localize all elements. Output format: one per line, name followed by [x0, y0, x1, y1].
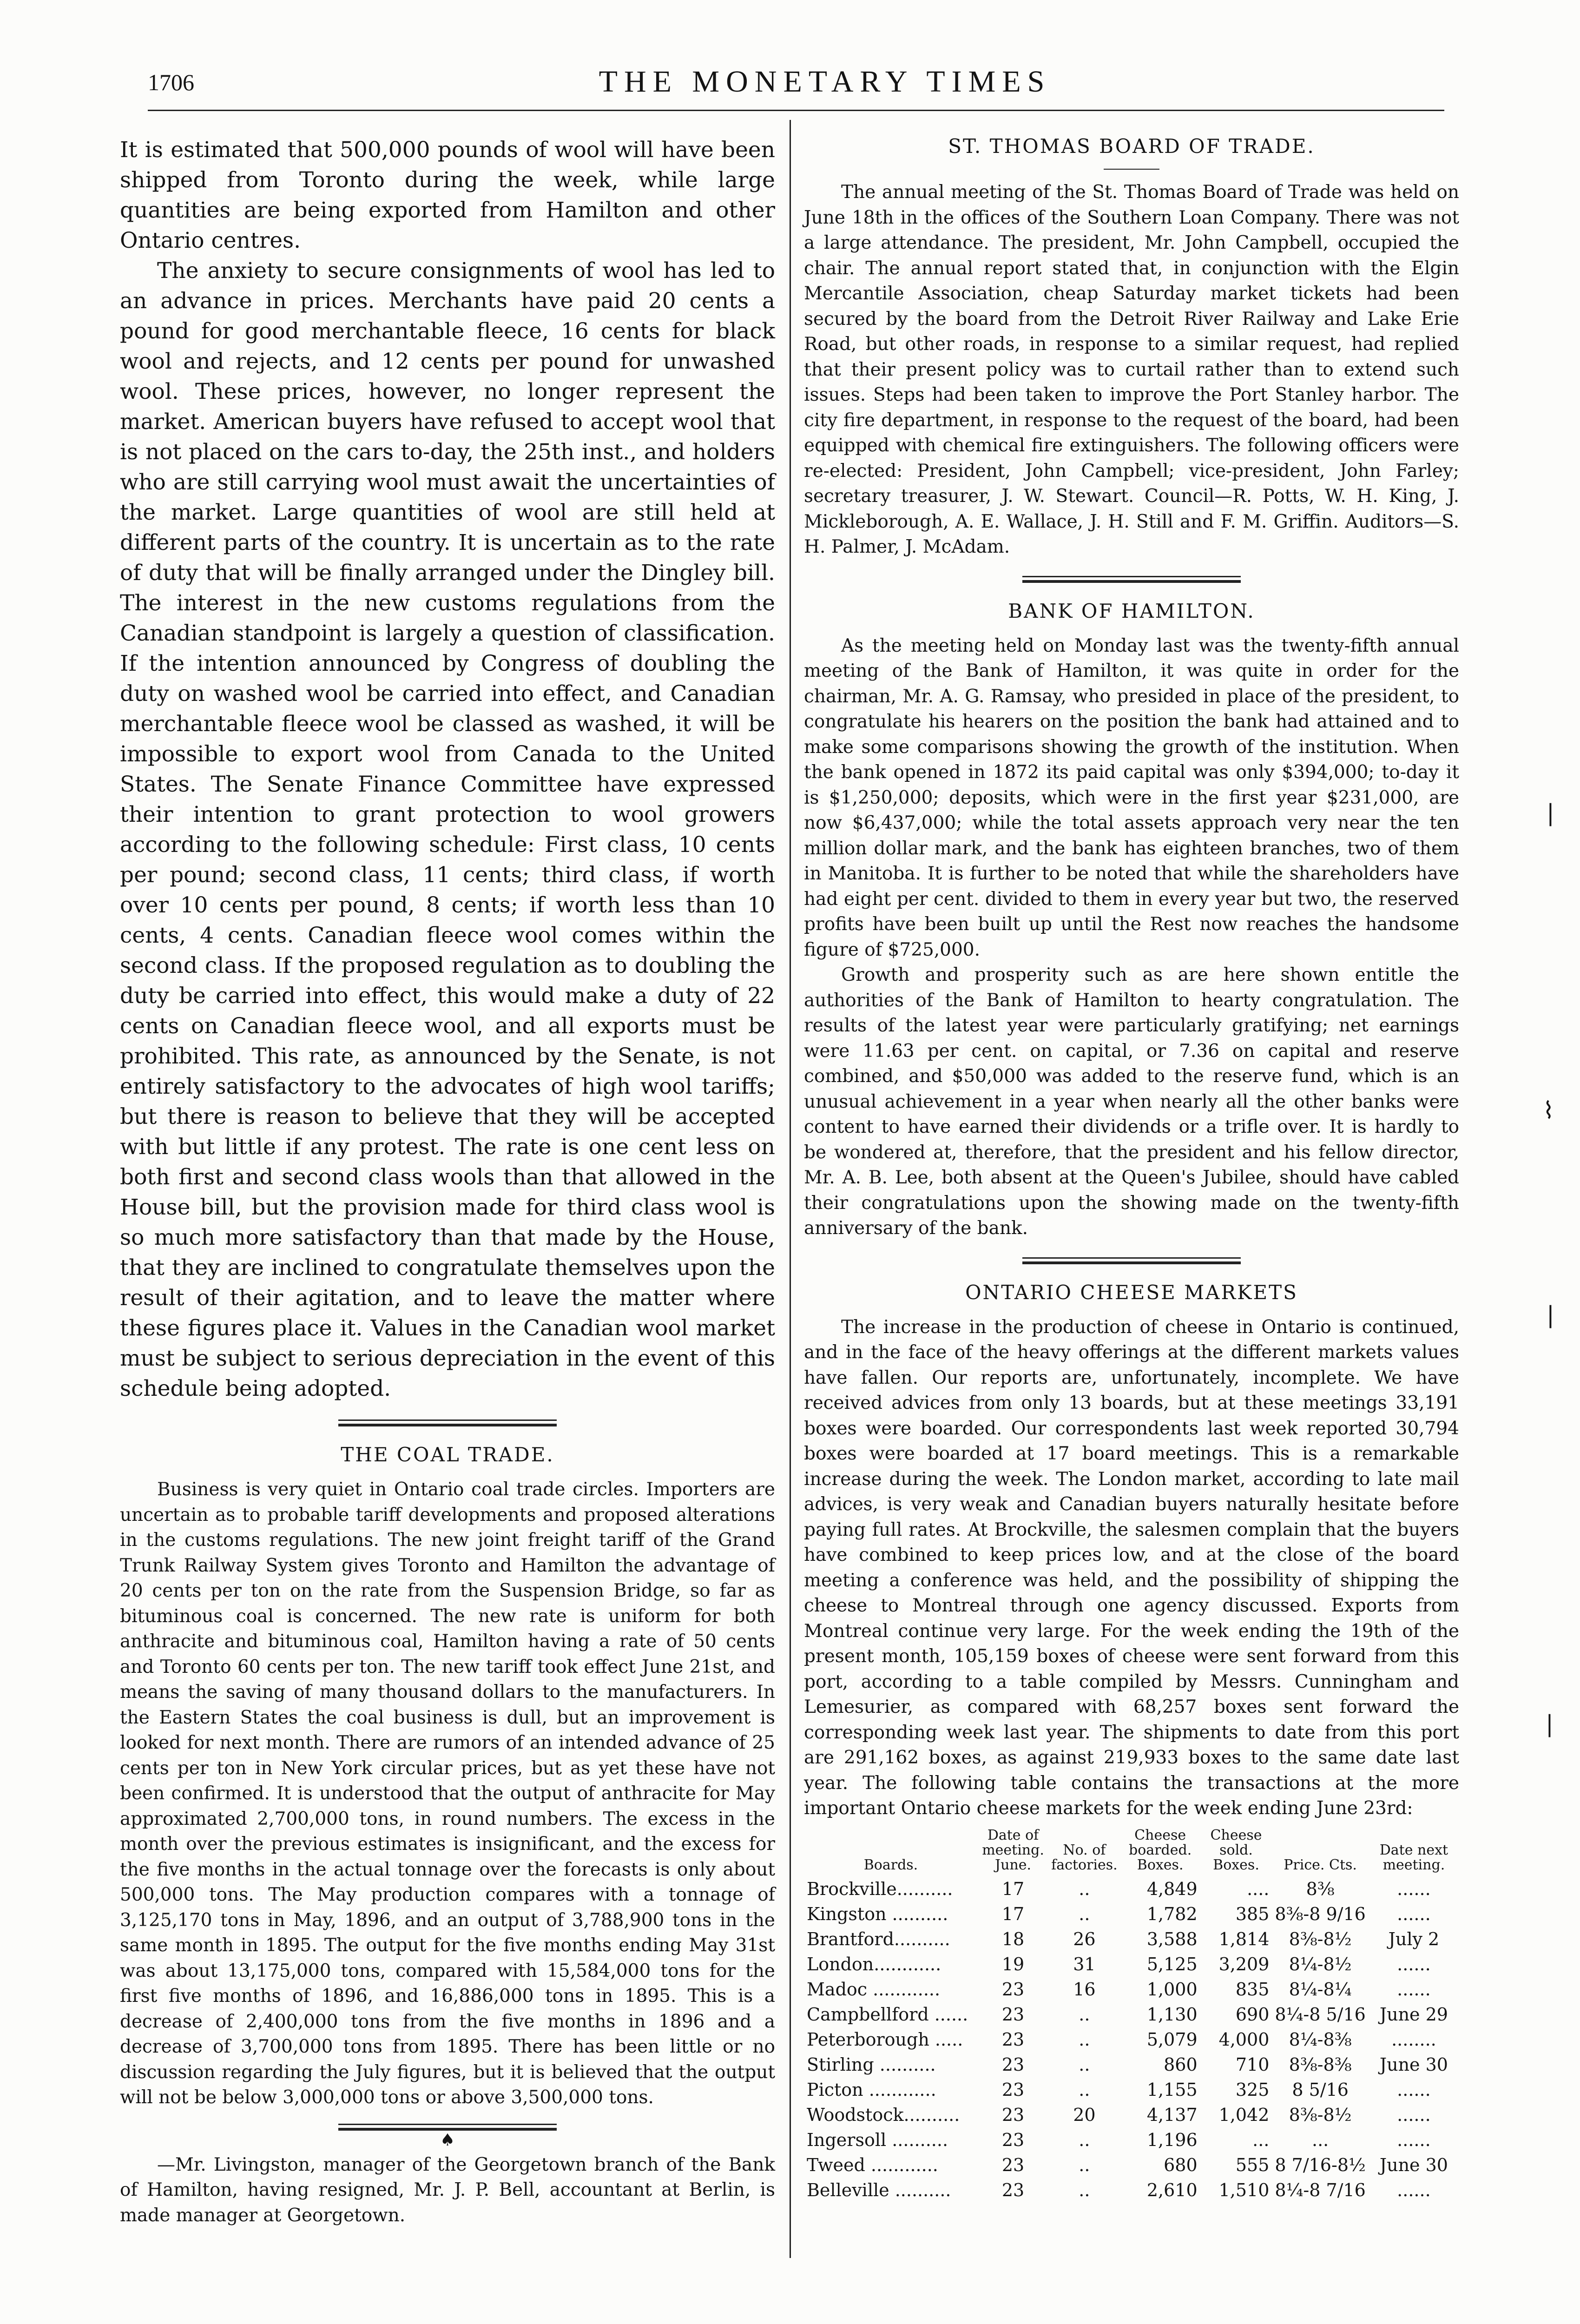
- column-header: Cheese boarded. Boxes.: [1129, 1827, 1192, 1873]
- table-cell: ..: [1079, 2079, 1090, 2100]
- margin-mark: ⌇: [1543, 1097, 1554, 1124]
- table-cell: 23: [1001, 2004, 1025, 2025]
- table-cell: 8⅜: [1306, 1878, 1335, 1899]
- column-header: Cheese sold. Boxes.: [1210, 1827, 1262, 1873]
- st-thomas-heading: ST. THOMAS BOARD OF TRADE.: [948, 135, 1315, 158]
- table-cell: 23: [1001, 2079, 1025, 2100]
- table-cell: ...: [1252, 2129, 1270, 2150]
- table-cell: Peterborough .....: [807, 2029, 963, 2050]
- table-cell: 17: [1001, 1903, 1025, 1924]
- table-cell: June 30: [1379, 2154, 1448, 2175]
- column-header: Date next meeting.: [1379, 1842, 1448, 1873]
- table-cell: 8¼-8 5/16: [1275, 2004, 1366, 2025]
- table-cell: 3,588: [1146, 1928, 1198, 1949]
- table-cell: 1,042: [1218, 2104, 1270, 2125]
- table-row: [804, 2102, 1459, 2127]
- ornament-icon: ♠: [440, 2130, 455, 2150]
- bank-of-hamilton-text: As the meeting held on Monday last was the twenty-fifth annual meeting of the Bank of Hamilton, it was quite in order for the chairman, Mr. A. G. Ramsay, who presided in place of the president, to congratulate his hearers on the position the bank had attained and to make some comparisons showing the growth of the institution. When the bank opened in 1872 its paid capital was only $394,000; to-day it is $1,250,000; deposits, which were in the first year $231,000, are now $6,437,000; while the total assets approach very near the ten million dollar mark, and the bank has eighteen branches, two of them in Manitoba. It is further to be noted that while the shareholders have had eight per cent. divided to them in every year but two, the reserved profits have been built up until the Rest now reaches the handsome figure of $725,000.: [804, 635, 1459, 960]
- table-row: [804, 2178, 1459, 2203]
- table-cell: ..: [1079, 1903, 1090, 1924]
- column-header: Date of meeting. June.: [982, 1827, 1044, 1873]
- table-row: [804, 2052, 1459, 2077]
- margin-mark: |: [1547, 1301, 1554, 1328]
- table-cell: 8 7/16-8½: [1275, 2154, 1366, 2175]
- table-cell: 23: [1001, 2029, 1025, 2050]
- left-column: [120, 135, 775, 2228]
- table-cell: ..: [1079, 2154, 1090, 2175]
- table-cell: 680: [1164, 2154, 1198, 2175]
- table-cell: 23: [1001, 2104, 1025, 2125]
- section-divider: [1022, 1257, 1241, 1264]
- table-cell: 20: [1073, 2104, 1096, 2125]
- table-cell: ..: [1079, 1878, 1090, 1899]
- bank-of-hamilton-heading: BANK OF HAMILTON.: [1008, 599, 1255, 622]
- table-cell: 2,610: [1146, 2179, 1198, 2200]
- bank-of-hamilton-text: Growth and prosperity such as are here shown entitle the authorities of the Bank of Hamilton to hearty congratulation. The results of the latest year were particularly gratifying; net earnings were 11.63 per cent. on capital, or 7.36 on capital and reserve combined, and $50,000 was added to the reserve fund, which is an unusual achievement in a year when nearly all the other banks were content to have earned their dividends or a trifle over. It is hardly to be wondered at, therefore, that the president and his fellow director, Mr. A. B. Lee, both absent at the Queen's Jubilee, should have cabled their congratulations upon the showing made on the twenty-fifth anniversary of the bank.: [804, 964, 1459, 1239]
- margin-mark: |: [1546, 1710, 1554, 1737]
- column-divider: [790, 120, 791, 2258]
- table-cell: Ingersoll ..........: [807, 2129, 948, 2150]
- table-cell: Stirling ..........: [807, 2054, 936, 2075]
- cheese-markets-text: The increase in the production of cheese in Ontario is continued, and in the face of the heavy offerings at the different markets values have fallen. Our reports are, unfortunately, incomplete. We have received advices from only 13 boards, but at these meetings 33,191 boxes were boarded. Our correspondents last week reported 30,794 boxes were boarded at 17 board meetings. This is a remarkable increase during the week. The London market, according to late mail advices, is very weak and Canadian buyers naturally hesitate before paying full rates. At Brockville, the salesmen complain that the buyers have combined to keep prices low, and at the close of the board meeting a conference was held, and the possibility of shipping the cheese to Montreal through one agency discussed. Exports from Montreal continue very large. For the week ending the 19th of the present month, 105,159 boxes of cheese were sent forward from this port, according to a table compiled by Messrs. Cunningham and Lemesurier, as compared with 68,257 boxes sent forward the corresponding week last year. The shipments to date from this port are 291,162 boxes, as against 219,933 boxes to the same date last year. The following table contains the transactions at the more important Ontario cheese markets for the week ending June 23rd:: [804, 1316, 1459, 1819]
- table-cell: 18: [1001, 1928, 1025, 1949]
- table-cell: 23: [1001, 1979, 1025, 2000]
- table-cell: 3,209: [1218, 1954, 1270, 1974]
- table-row: [804, 1876, 1459, 1901]
- st-thomas-text: The annual meeting of the St. Thomas Board of Trade was held on June 18th in the offices of the Southern Loan Company. There was not a large attendance. The president, Mr. John Campbell, occupied the chair. The annual report stated that, in conjunction with the Elgin Mercantile Association, cheap Saturday market tickets had been secured by the board from the Detroit River Railway and Lake Erie Road, but other roads, in response to a similar request, had replied that their present policy was to curtail rather than to extend such issues. Steps had been taken to improve the Port Stanley harbor. The city fire department, in response to the request of the board, had been equipped with chemical fire extinguishers. The following officers were re-elected: President, John Campbell; vice-president, John Farley; secretary treasurer, J. W. Stewart. Council—R. Potts, W. H. King, J. Mickleborough, A. E. Wallace, J. H. Still and F. M. Griffin. Auditors—S. H. Palmer, J. McAdam.: [804, 182, 1459, 557]
- table-cell: Madoc ............: [807, 1979, 941, 2000]
- wool-article: [120, 135, 775, 1404]
- table-cell: 5,079: [1146, 2029, 1198, 2050]
- table-cell: 1,000: [1146, 1979, 1198, 2000]
- table-cell: Brantford..........: [807, 1928, 950, 1949]
- table-cell: 23: [1001, 2054, 1025, 2075]
- table-cell: Kingston ..........: [807, 1903, 948, 1924]
- table-cell: 325: [1235, 2079, 1270, 2100]
- heading-rule: [1104, 169, 1159, 170]
- table-cell: 1,814: [1218, 1928, 1270, 1949]
- table-cell: Campbellford ......: [807, 2004, 968, 2025]
- table-row: [804, 1901, 1459, 1927]
- table-cell: 4,849: [1146, 1878, 1198, 1899]
- table-cell: 31: [1073, 1954, 1096, 1974]
- header-rule: [148, 110, 1444, 111]
- table-cell: ..: [1079, 2004, 1090, 2025]
- table-cell: 17: [1001, 1878, 1025, 1899]
- column-header: No. of factories.: [1051, 1842, 1118, 1873]
- cheese-markets-heading: ONTARIO CHEESE MARKETS: [965, 1281, 1298, 1304]
- table-cell: 23: [1001, 2129, 1025, 2150]
- section-divider: [338, 1419, 557, 1426]
- table-header-row: [804, 1828, 1459, 1876]
- table-row: [804, 2127, 1459, 2152]
- table-cell: ....: [1247, 1878, 1270, 1899]
- table-row: [804, 1977, 1459, 2002]
- table-cell: Belleville ..........: [807, 2179, 951, 2200]
- table-cell: Picton ............: [807, 2079, 936, 2100]
- table-cell: 8¼-8⅜: [1289, 2029, 1352, 2050]
- table-cell: 690: [1235, 2004, 1270, 2025]
- table-cell: 23: [1001, 2179, 1025, 2200]
- table-cell: ......: [1397, 2129, 1431, 2150]
- section-divider: [338, 2124, 557, 2131]
- table-cell: 1,510: [1218, 2179, 1270, 2200]
- masthead-title: THE MONETARY TIMES: [599, 65, 1051, 99]
- table-cell: ..: [1079, 2129, 1090, 2150]
- table-cell: 8⅜-8⅜: [1289, 2054, 1352, 2075]
- table-cell: 835: [1235, 1979, 1270, 2000]
- page-number: 1706: [148, 69, 194, 95]
- table-cell: ......: [1397, 1979, 1431, 2000]
- table-cell: ......: [1397, 1878, 1431, 1899]
- table-cell: 555: [1235, 2154, 1270, 2175]
- coal-trade-heading: THE COAL TRADE.: [341, 1443, 554, 1466]
- table-cell: 1,155: [1146, 2079, 1198, 2100]
- table-cell: ........: [1391, 2029, 1436, 2050]
- table-row: [804, 2077, 1459, 2102]
- section-divider: [1022, 576, 1241, 583]
- table-cell: 8¼-8 7/16: [1275, 2179, 1366, 2200]
- column-header: Price. Cts.: [1284, 1856, 1357, 1873]
- table-cell: July 2: [1388, 1928, 1440, 1949]
- table-cell: Brockville..........: [807, 1878, 953, 1899]
- table-cell: 4,000: [1218, 2029, 1270, 2050]
- table-cell: Tweed ............: [807, 2154, 938, 2175]
- table-cell: 26: [1073, 1928, 1096, 1949]
- wool-paragraph: The anxiety to secure consignments of wool has led to an advance in prices. Merchants have paid 20 cents a pound for good merchantable fleece, 16 cents for black wool and rejects, and 12 cents per pound for unwashed wool. These prices, however, no longer represent the market. American buyers have refused to accept wool that is not placed on the cars to-day, the 25th inst., and holders who are still carrying wool must await the uncertainties of the market. Large quantities of wool are still held at different parts of the country. It is uncertain as to the rate of duty that will be finally arranged under the Dingley bill. The interest in the new customs regulations from the Canadian standpoint is largely a question of classification. If the intention announced by Congress of doubling the duty on washed wool be carried into effect, and Canadian merchantable fleece wool be classed as washed, it will be impossible to export wool from Canada to the United States. The Senate Finance Committee have expressed their intention to grant protection to wool growers according to the following schedule: First class, 10 cents per pound; second class, 11 cents; third class, if worth over 10 cents per pound, 8 cents; if worth less than 10 cents, 4 cents. Canadian fleece wool comes within the second class. If the proposed regulation as to doubling the duty be carried into effect, this would make a duty of 22 cents on Canadian fleece wool, and all exports must be prohibited. This rate, as announced by the Senate, is not entirely satisfactory to the advocates of high wool tariffs; but there is reason to believe that they will be accepted with but little if any protest. The rate is one cent less on both first and second class wools than that allowed in the House bill, but the provision made for third class wool is so much more satisfactory than that made by the House, that they are inclined to congratulate themselves upon the result of their agitation, and to leave the matter where these figures place it. Values in the Canadian wool market must be subject to serious depreciation in the event of this schedule being adopted.: [120, 258, 775, 1401]
- table-cell: 8¼-8½: [1289, 1954, 1352, 1974]
- column-header: Boards.: [863, 1856, 918, 1873]
- table-cell: ......: [1397, 1903, 1431, 1924]
- cheese-markets-table: [804, 1828, 1459, 2203]
- table-cell: 8⅜-8½: [1289, 2104, 1352, 2125]
- table-cell: Woodstock..........: [807, 2104, 960, 2125]
- table-cell: 8¼-8¼: [1289, 1979, 1352, 2000]
- table-cell: ...: [1311, 2129, 1329, 2150]
- margin-mark: |: [1547, 799, 1554, 826]
- table-row: [804, 1952, 1459, 1977]
- table-cell: 8⅜-8½: [1289, 1928, 1352, 1949]
- table-cell: ..: [1079, 2179, 1090, 2200]
- table-cell: London............: [807, 1954, 941, 1974]
- table-cell: ......: [1397, 2079, 1431, 2100]
- coal-trade-text: Business is very quiet in Ontario coal trade circles. Importers are uncertain as to probable tariff developments and proposed alterations in the customs regulations. The new joint freight tariff of the Grand Trunk Railway System gives Toronto and Hamilton the advantage of 20 cents per ton on the rate from the Suspension Bridge, so far as bituminous coal is concerned. The new rate is uniform for both anthracite and bituminous coal, Hamilton having a rate of 50 cents and Toronto 60 cents per ton. The new tariff took effect June 21st, and means the saving of many thousand dollars to the manufacturers. In the Eastern States the coal business is dull, but an improvement is looked for next month. There are rumors of an intended advance of 25 cents per ton in New York circular prices, but as yet these have not been confirmed. It is understood that the output of anthracite for May approximated 2,700,000 tons, in round numbers. The excess in the month over the previous estimates is insignificant, and the excess for the five months in the actual tonnage over the forecasts is only about 500,000 tons. The May production compares with a tonnage of 3,125,170 tons in May, 1896, and an output of 3,788,900 tons in the same month in 1895. The output for the five months ending May 31st was about 13,175,000 tons, compared with 15,584,000 tons for the first five months of 1896, and 16,886,000 tons in 1895. This is a decrease of 2,400,000 tons from the five months in 1896 and a decrease of 3,700,000 tons from 1895. There has been little or no discussion regarding the July figures, but it is believed that the output will not be below 3,000,000 tons or above 3,500,000 tons.: [120, 1479, 775, 2108]
- wool-paragraph: It is estimated that 500,000 pounds of wool will have been shipped from Toronto during the week, while large quantities are being exported from Hamilton and other Ontario centres.: [120, 137, 775, 253]
- table-cell: 19: [1001, 1954, 1025, 1974]
- table-cell: 1,782: [1146, 1903, 1198, 1924]
- table-cell: ......: [1397, 2179, 1431, 2200]
- table-cell: ......: [1397, 2104, 1431, 2125]
- table-cell: ......: [1397, 1954, 1431, 1974]
- table-row: [804, 2002, 1459, 2027]
- table-cell: ..: [1079, 2029, 1090, 2050]
- table-cell: 710: [1235, 2054, 1270, 2075]
- table-cell: 1,196: [1146, 2129, 1198, 2150]
- table-cell: 860: [1164, 2054, 1198, 2075]
- table-cell: 8 5/16: [1292, 2079, 1349, 2100]
- table-cell: ..: [1079, 2054, 1090, 2075]
- table-cell: 8⅜-8 9/16: [1275, 1903, 1366, 1924]
- table-cell: 16: [1073, 1979, 1096, 2000]
- table-cell: 1,130: [1146, 2004, 1198, 2025]
- table-cell: 4,137: [1146, 2104, 1198, 2125]
- table-cell: 23: [1001, 2154, 1025, 2175]
- table-row: [804, 1927, 1459, 1952]
- table-cell: June 29: [1379, 2004, 1448, 2025]
- right-column: [804, 135, 1459, 2203]
- table-row: [804, 2152, 1459, 2178]
- georgetown-note: —Mr. Livingston, manager of the Georgetown branch of the Bank of Hamilton, having resigned, Mr. J. P. Bell, accountant at Berlin, is made manager at Georgetown.: [120, 2154, 775, 2226]
- table-cell: 5,125: [1146, 1954, 1198, 1974]
- table-row: [804, 2027, 1459, 2052]
- table-cell: 385: [1235, 1903, 1270, 1924]
- table-cell: June 30: [1379, 2054, 1448, 2075]
